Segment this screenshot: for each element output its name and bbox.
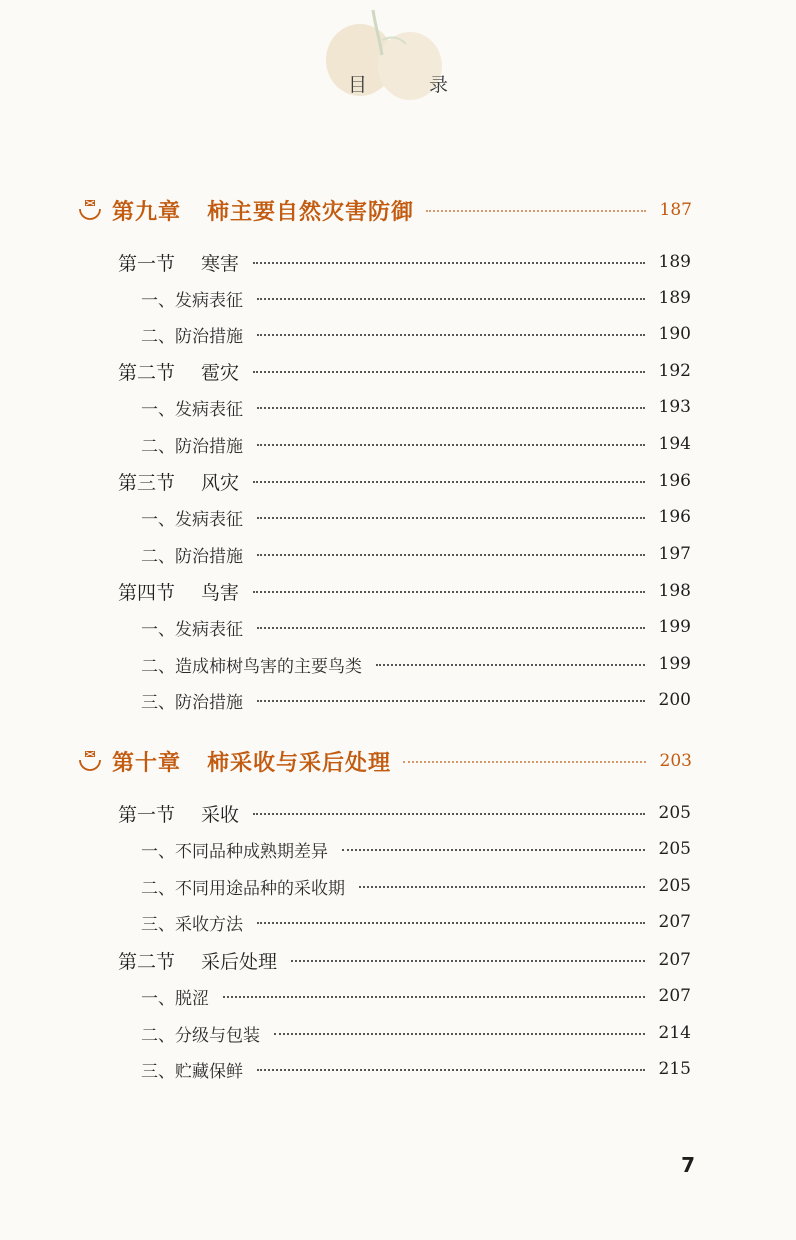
chapter-page-number: 187 [659,200,692,220]
item-page-number: 194 [658,434,691,454]
item-page-number: 205 [658,876,691,896]
item-page-number: 200 [658,690,691,710]
dot-leader [257,296,645,300]
section-page-number: 189 [658,252,691,272]
dot-leader [376,662,645,666]
toc-item-row[interactable] [0,390,796,424]
item-page-number: 199 [658,654,691,674]
item-page-number: 190 [658,324,691,344]
section-page-number: 196 [658,471,691,491]
item-page-number: 205 [658,839,691,859]
item-page-number: 214 [658,1023,691,1043]
dot-leader [291,958,645,962]
dot-leader [253,369,645,373]
item-title: 一、发病表征 [141,509,243,530]
toc-section-row[interactable] [0,464,796,498]
toc-section-row[interactable] [0,245,796,279]
section-title: 第三节 风灾 [118,471,240,494]
item-page-number: 193 [658,397,691,417]
item-page-number: 207 [658,912,691,932]
dot-leader [257,405,645,409]
toc-item-row[interactable] [0,832,796,866]
dot-leader [253,811,645,815]
toc-item-row[interactable] [0,1016,796,1050]
section-title: 第二节 雹灾 [118,361,240,384]
section-title: 第四节 鸟害 [118,581,240,604]
persimmon-icon [76,747,104,775]
toc-item-row[interactable] [0,979,796,1013]
dot-leader [403,759,646,763]
item-title: 一、不同品种成熟期差异 [141,841,328,862]
dot-leader [253,589,645,593]
toc-chapter-row[interactable] [0,744,796,778]
toc-item-row[interactable] [0,281,796,315]
dot-leader [359,884,645,888]
dot-leader [257,698,645,702]
toc-section-row[interactable] [0,943,796,977]
item-page-number: 196 [658,507,691,527]
item-title: 二、分级与包装 [141,1025,260,1046]
toc-item-row[interactable] [0,869,796,903]
toc-item-row[interactable] [0,317,796,351]
item-title: 二、防治措施 [141,326,243,347]
toc-item-row[interactable] [0,683,796,717]
toc-item-row[interactable] [0,427,796,461]
item-title: 二、防治措施 [141,546,243,567]
chapter-page-number: 203 [659,751,692,771]
dot-leader [257,515,645,519]
item-title: 一、发病表征 [141,290,243,311]
chapter-title: 第九章 柿主要自然灾害防御 [112,199,415,225]
item-title: 三、采收方法 [141,914,243,935]
item-title: 一、发病表征 [141,399,243,420]
item-title: 三、贮藏保鲜 [141,1061,243,1082]
item-title: 一、脱涩 [141,988,209,1009]
item-page-number: 207 [658,986,691,1006]
section-page-number: 205 [658,803,691,823]
chapter-title: 第十章 柿采收与采后处理 [112,750,392,776]
section-page-number: 207 [658,950,691,970]
item-page-number: 197 [658,544,691,564]
dot-leader [257,332,645,336]
dot-leader [257,442,645,446]
toc-item-row[interactable] [0,905,796,939]
item-title: 三、防治措施 [141,692,243,713]
dot-leader [257,920,645,924]
toc-item-row[interactable] [0,1052,796,1086]
section-title: 第二节 采后处理 [118,950,278,973]
dot-leader [253,479,645,483]
toc-item-row[interactable] [0,647,796,681]
item-title: 二、造成柿树鸟害的主要鸟类 [141,656,362,677]
dot-leader [274,1031,645,1035]
dot-leader [253,260,645,264]
dot-leader [257,625,645,629]
page-header: 目 录 [347,74,477,96]
item-title: 二、防治措施 [141,436,243,457]
toc-item-row[interactable] [0,500,796,534]
toc-section-row[interactable] [0,574,796,608]
item-title: 一、发病表征 [141,619,243,640]
section-page-number: 192 [658,361,691,381]
dot-leader [257,1067,645,1071]
item-page-number: 215 [658,1059,691,1079]
section-page-number: 198 [658,581,691,601]
toc-item-row[interactable] [0,610,796,644]
item-page-number: 189 [658,288,691,308]
item-page-number: 199 [658,617,691,637]
section-title: 第一节 寒害 [118,252,240,275]
section-title: 第一节 采收 [118,803,240,826]
toc-section-row[interactable] [0,354,796,388]
persimmon-icon [76,196,104,224]
dot-leader [257,552,645,556]
toc-section-row[interactable] [0,796,796,830]
dot-leader [426,208,646,212]
item-title: 二、不同用途品种的采收期 [141,878,345,899]
page-number: 7 [681,1153,695,1177]
dot-leader [342,847,645,851]
toc-item-row[interactable] [0,537,796,571]
toc-chapter-row[interactable] [0,193,796,227]
dot-leader [223,994,645,998]
